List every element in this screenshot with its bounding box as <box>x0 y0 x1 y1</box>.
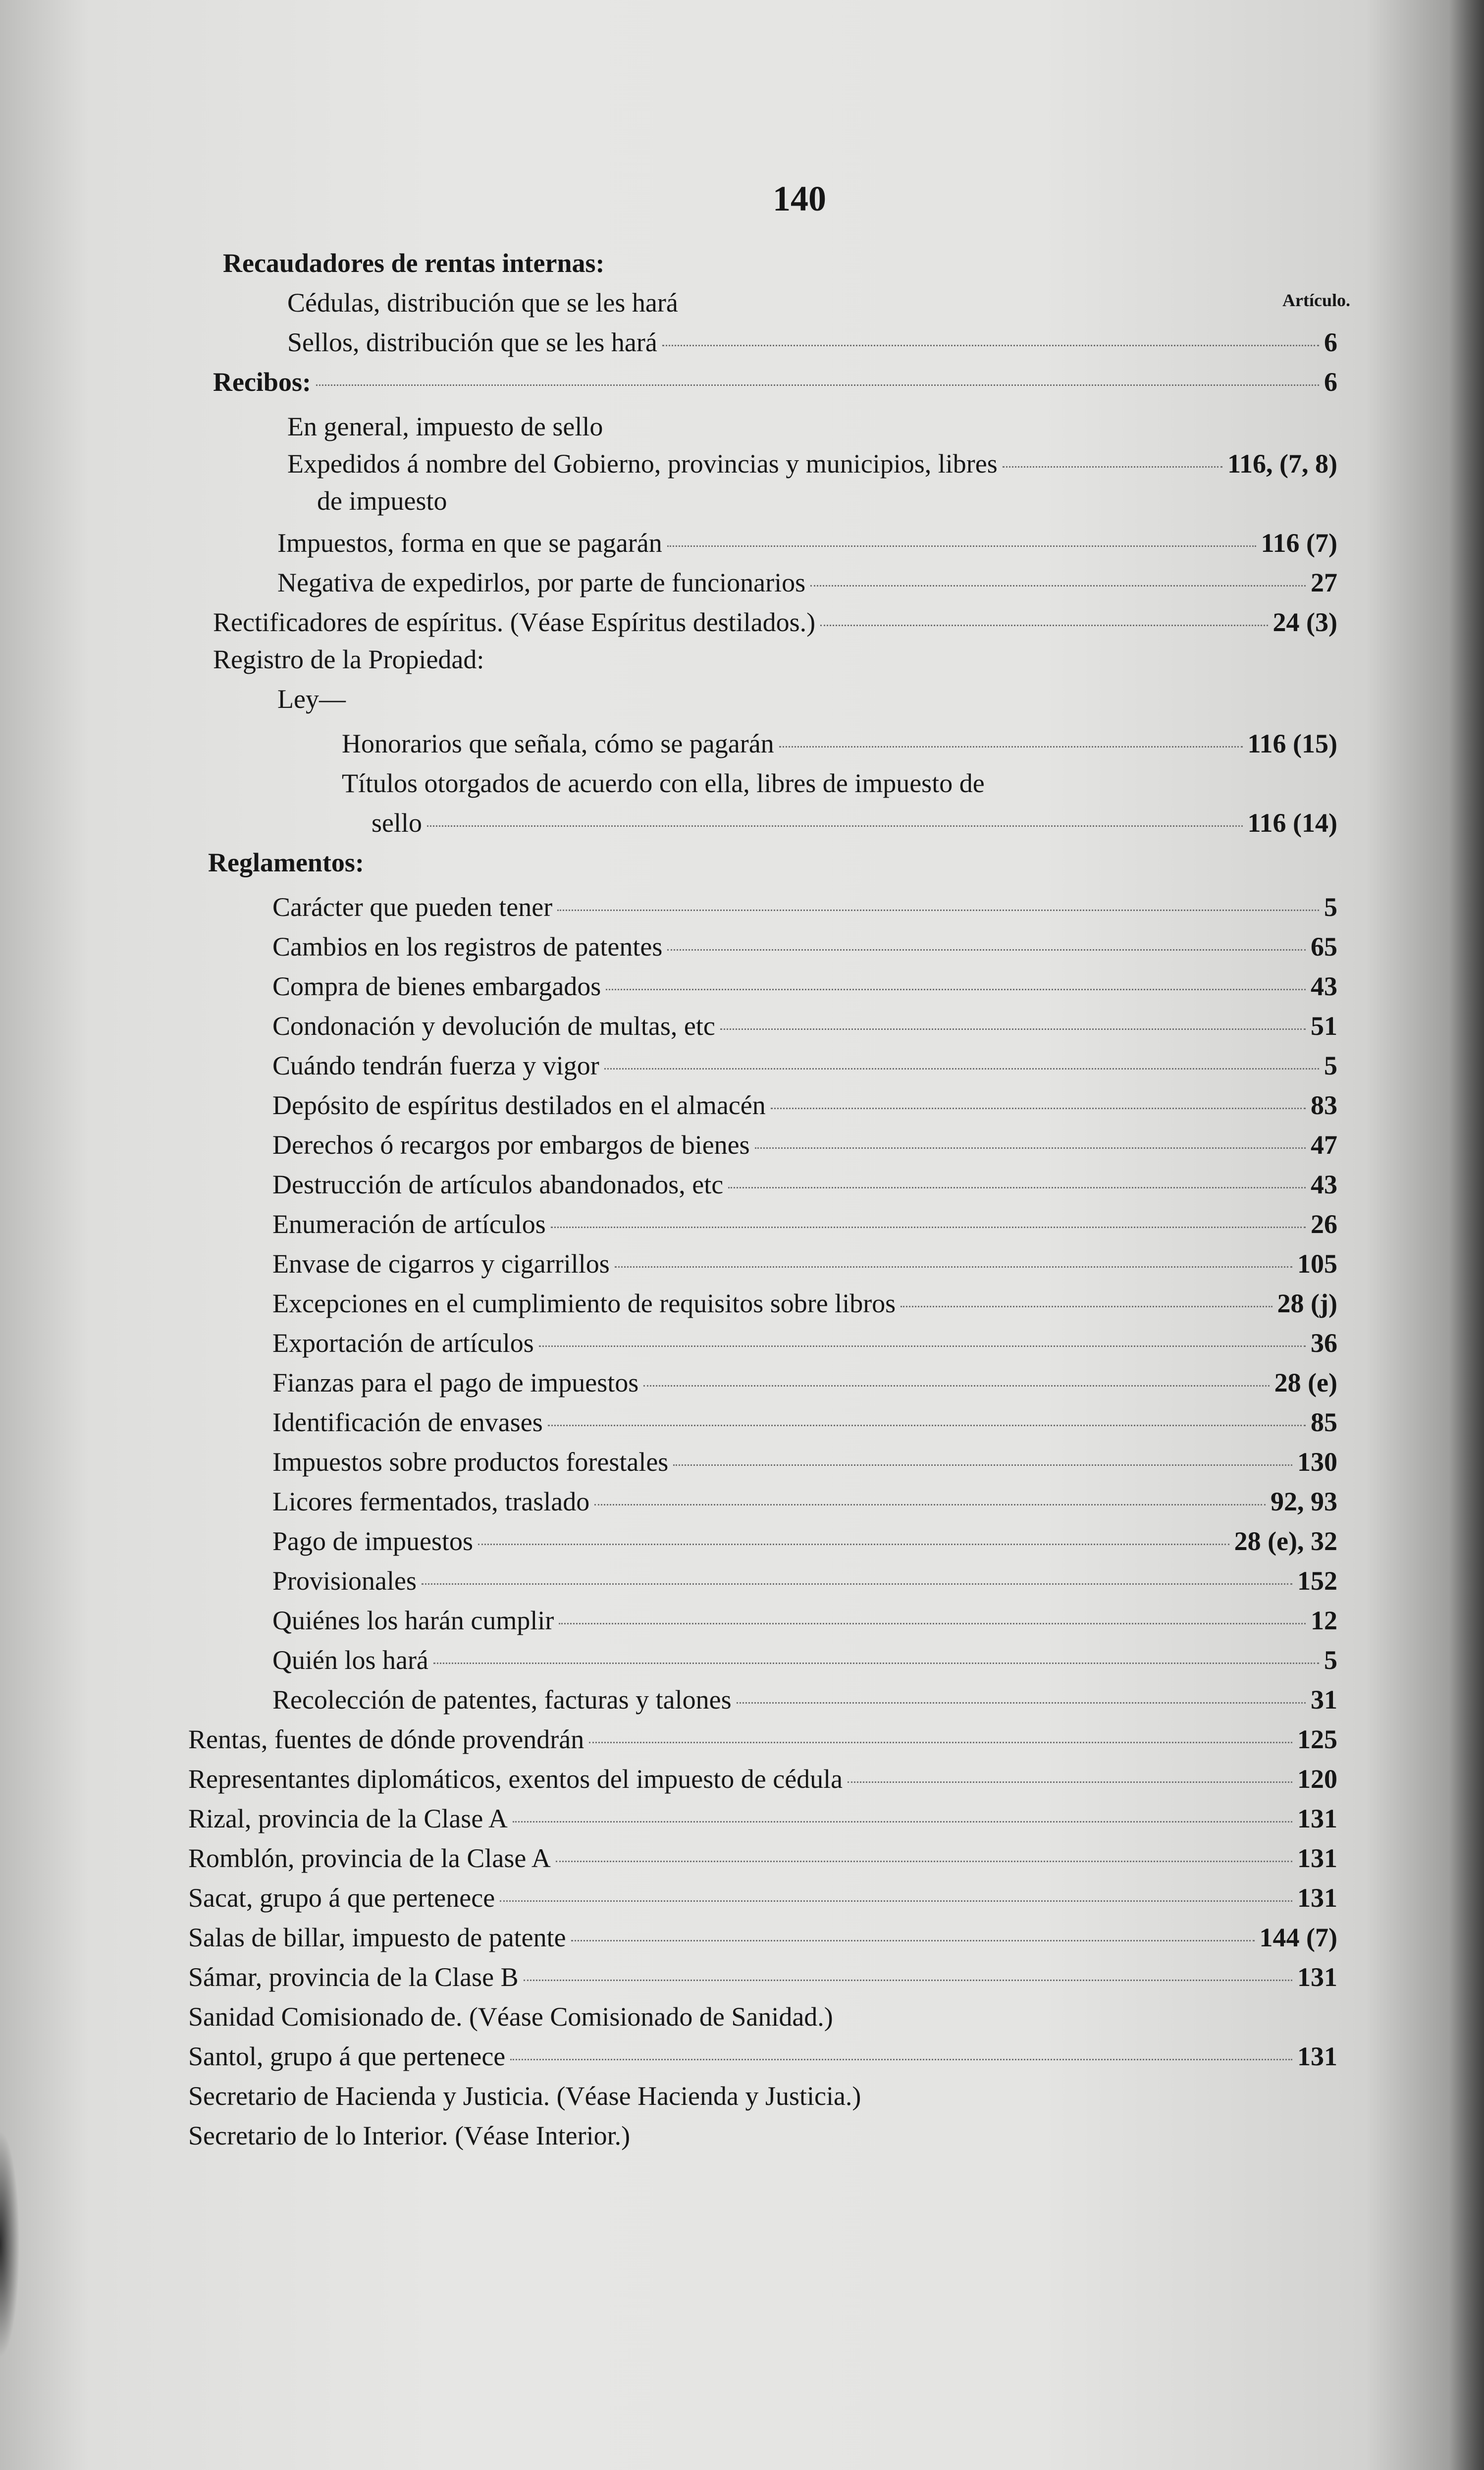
article-reference: 144 (7) <box>1259 1923 1337 1952</box>
index-entry <box>188 1962 1337 1997</box>
article-reference: 152 <box>1297 1566 1337 1596</box>
index-entry <box>272 1129 1337 1165</box>
entry-text: Licores fermentados, traslado <box>272 1487 590 1516</box>
index-entry <box>272 1447 1337 1482</box>
article-reference: 125 <box>1297 1724 1337 1754</box>
article-reference: 131 <box>1297 1843 1337 1873</box>
index-entry <box>272 1288 1337 1324</box>
index-entry <box>287 448 1337 484</box>
entry-text: Derechos ó recargos por embargos de bienes <box>272 1130 750 1160</box>
entry-text: Honorarios que señala, cómo se pagarán <box>342 729 774 758</box>
article-reference: 85 <box>1311 1407 1337 1437</box>
index-entry <box>277 567 1337 603</box>
entry-text: Cambios en los registros de patentes <box>272 932 663 962</box>
dot-leader <box>556 1861 1292 1862</box>
column-header-articulo: Artículo. <box>1282 290 1350 310</box>
dot-leader <box>901 1306 1272 1307</box>
article-reference: 43 <box>1311 971 1337 1001</box>
dot-leader <box>433 1663 1319 1664</box>
entry-text: Enumeración de artículos <box>272 1209 546 1239</box>
dot-leader <box>500 1900 1292 1902</box>
article-reference: 5 <box>1324 1051 1337 1080</box>
index-entry <box>342 768 1337 804</box>
entry-text: Condonación y devolución de multas, etc <box>272 1011 715 1041</box>
index-entry <box>272 1565 1337 1601</box>
entry-text: Cédulas, distribución que se les hará <box>287 288 678 318</box>
index-entry <box>287 287 1337 323</box>
dot-leader <box>662 345 1319 346</box>
entry-text: Rentas, fuentes de dónde provendrán <box>188 1724 584 1754</box>
entry-text: Expedidos á nombre del Gobierno, provincias y municipios, libres <box>287 449 998 479</box>
entry-text: Envase de cigarros y cigarrillos <box>272 1249 610 1279</box>
entry-text: Compra de bienes embargados <box>272 971 601 1001</box>
entry-text: Recolección de patentes, facturas y talones <box>272 1685 732 1715</box>
index-entry <box>213 607 1337 643</box>
article-reference: 83 <box>1311 1090 1337 1120</box>
index-entry <box>188 1843 1337 1879</box>
article-reference: 116, (7, 8) <box>1227 449 1337 479</box>
dot-leader <box>604 1068 1319 1070</box>
index-entry <box>213 367 1337 402</box>
index-entry <box>272 931 1337 967</box>
index-entry <box>277 684 1337 719</box>
index-entry <box>272 1645 1337 1680</box>
entry-text: Depósito de espíritus destilados en el almacén <box>272 1090 766 1120</box>
index-entry <box>287 327 1337 363</box>
article-reference: 65 <box>1311 932 1337 962</box>
entry-text: Excepciones en el cumplimiento de requisitos sobre libros <box>272 1289 896 1318</box>
entry-text: Cuándo tendrán fuerza y vigor <box>272 1051 599 1080</box>
article-reference: 6 <box>1324 367 1337 397</box>
article-reference: 28 (j) <box>1277 1289 1337 1318</box>
entry-text: Secretario de lo Interior. (Véase Interior.) <box>188 2121 631 2150</box>
article-reference: 31 <box>1311 1685 1337 1715</box>
entry-text: Quién los hará <box>272 1645 428 1675</box>
index-entry <box>272 1605 1337 1641</box>
dot-leader <box>1003 466 1222 468</box>
dot-leader <box>422 1583 1292 1585</box>
entry-text: Identificación de envases <box>272 1407 543 1437</box>
entry-text: Carácter que pueden tener <box>272 892 553 922</box>
index-entry <box>272 1407 1337 1443</box>
index-entry <box>277 528 1337 563</box>
article-reference: 6 <box>1324 327 1337 357</box>
entry-text: Quiénes los harán cumplir <box>272 1606 554 1635</box>
article-reference: 116 (15) <box>1247 729 1337 758</box>
article-reference: 131 <box>1297 1962 1337 1992</box>
entry-text: Exportación de artículos <box>272 1328 534 1358</box>
dot-leader <box>513 1821 1292 1823</box>
article-reference: 131 <box>1297 1804 1337 1833</box>
entry-text: Reglamentos: <box>208 848 364 877</box>
entry-text: Negativa de expedirlos, por parte de funcionarios <box>277 568 806 597</box>
index-entry <box>342 728 1337 764</box>
dot-leader <box>643 1385 1269 1387</box>
article-reference: 131 <box>1297 1883 1337 1913</box>
index-entry <box>188 2001 1337 2037</box>
dot-leader <box>559 1623 1306 1624</box>
article-reference: 120 <box>1297 1764 1337 1794</box>
entry-text: Títulos otorgados de acuerdo con ella, libres de impuesto de <box>342 768 985 798</box>
entry-text: sello <box>371 808 422 838</box>
dot-leader <box>316 384 1319 386</box>
index-entry <box>272 892 1337 927</box>
entry-text: Destrucción de artículos abandonados, etc <box>272 1170 724 1199</box>
article-reference: 5 <box>1324 892 1337 922</box>
article-reference: 27 <box>1311 568 1337 597</box>
index-entry <box>272 1248 1337 1284</box>
article-reference: 92, 93 <box>1271 1487 1337 1516</box>
dot-leader <box>510 2059 1292 2060</box>
index-entry <box>208 847 1337 883</box>
index-entry <box>272 1050 1337 1086</box>
article-reference: 51 <box>1311 1011 1337 1041</box>
dot-leader <box>548 1425 1306 1426</box>
entry-text: Impuestos, forma en que se pagarán <box>277 528 662 558</box>
article-reference: 47 <box>1311 1130 1337 1160</box>
dot-leader <box>771 1108 1306 1109</box>
entry-text: Ley— <box>277 684 346 714</box>
dot-leader <box>667 949 1306 951</box>
entry-text: Sacat, grupo á que pertenece <box>188 1883 495 1913</box>
dot-leader <box>810 585 1306 587</box>
index-entry <box>188 2081 1337 2116</box>
entry-text: Pago de impuestos <box>272 1526 473 1556</box>
entry-text: Fianzas para el pago de impuestos <box>272 1368 639 1397</box>
index-entry <box>272 1684 1337 1720</box>
index-entry <box>188 2120 1337 2156</box>
entry-text: de impuesto <box>317 486 447 516</box>
entry-text: Rectificadores de espíritus. (Véase Espíritus destilados.) <box>213 607 816 637</box>
entry-text: Salas de billar, impuesto de patente <box>188 1923 566 1952</box>
entry-text: En general, impuesto de sello <box>287 412 603 441</box>
dot-leader <box>427 825 1243 827</box>
index-entry <box>272 1209 1337 1244</box>
dot-leader <box>673 1464 1292 1466</box>
entry-text: Secretario de Hacienda y Justicia. (Véase Hacienda y Justicia.) <box>188 2081 861 2111</box>
index-entry <box>188 1922 1337 1958</box>
dot-leader <box>524 1980 1292 1981</box>
dot-leader <box>848 1781 1292 1783</box>
dot-leader <box>720 1028 1306 1030</box>
dot-leader <box>478 1544 1229 1545</box>
index-entry <box>272 1486 1337 1522</box>
entry-text: Santol, grupo á que pertenece <box>188 2041 506 2071</box>
article-reference: 43 <box>1311 1170 1337 1199</box>
index-entry <box>317 485 1337 521</box>
article-reference: 24 (3) <box>1272 607 1337 637</box>
dot-leader <box>755 1147 1306 1149</box>
article-reference: 105 <box>1297 1249 1337 1279</box>
dot-leader <box>589 1742 1292 1743</box>
entry-text: Romblón, provincia de la Clase A <box>188 1843 551 1873</box>
article-reference: 116 (14) <box>1247 808 1337 838</box>
index-entry <box>188 1882 1337 1918</box>
entry-text: Impuestos sobre productos forestales <box>272 1447 669 1477</box>
entry-text: Sellos, distribución que se les hará <box>287 327 657 357</box>
dot-leader <box>779 746 1243 748</box>
dot-leader <box>557 910 1319 911</box>
index-entry <box>272 1169 1337 1205</box>
index-entry <box>272 1011 1337 1046</box>
index-entry <box>188 1724 1337 1760</box>
article-reference: 26 <box>1311 1209 1337 1239</box>
index-entry <box>188 2041 1337 2077</box>
entry-text: Sanidad Comisionado de. (Véase Comisionado de Sanidad.) <box>188 2002 833 2032</box>
index-entry <box>287 411 1337 447</box>
dot-leader <box>571 1940 1255 1941</box>
index-entry <box>272 1328 1337 1363</box>
index-entry <box>272 1526 1337 1561</box>
index-entry <box>272 1090 1337 1126</box>
index-entry <box>188 1764 1337 1799</box>
entry-text: Representantes diplomáticos, exentos del impuesto de cédula <box>188 1764 843 1794</box>
dot-leader <box>737 1702 1306 1704</box>
dot-leader <box>594 1504 1266 1505</box>
index-entry <box>371 807 1337 843</box>
entry-text: Recaudadores de rentas internas: <box>223 248 605 278</box>
article-reference: 5 <box>1324 1645 1337 1675</box>
dot-leader <box>728 1187 1306 1188</box>
index-entry <box>213 644 1337 680</box>
dot-leader <box>615 1266 1292 1268</box>
dot-leader <box>667 545 1256 547</box>
page-number: 140 <box>773 179 826 218</box>
article-reference: 130 <box>1297 1447 1337 1477</box>
index-entry <box>272 971 1337 1007</box>
dot-leader <box>539 1345 1306 1347</box>
article-reference: 28 (e), 32 <box>1234 1526 1337 1556</box>
article-reference: 12 <box>1311 1606 1337 1635</box>
index-entry <box>272 1367 1337 1403</box>
index-entry <box>223 248 1337 283</box>
entry-text: Registro de la Propiedad: <box>213 644 484 674</box>
entry-text: Sámar, provincia de la Clase B <box>188 1962 519 1992</box>
article-reference: 131 <box>1297 2041 1337 2071</box>
dot-leader <box>551 1227 1306 1228</box>
article-reference: 116 (7) <box>1261 528 1337 558</box>
article-reference: 28 (e) <box>1274 1368 1337 1397</box>
index-entry <box>188 1803 1337 1839</box>
dot-leader <box>820 625 1268 626</box>
article-reference: 36 <box>1311 1328 1337 1358</box>
dot-leader <box>606 989 1306 990</box>
entry-text: Recibos: <box>213 367 311 397</box>
entry-text: Rizal, provincia de la Clase A <box>188 1804 508 1833</box>
entry-text: Provisionales <box>272 1566 417 1596</box>
